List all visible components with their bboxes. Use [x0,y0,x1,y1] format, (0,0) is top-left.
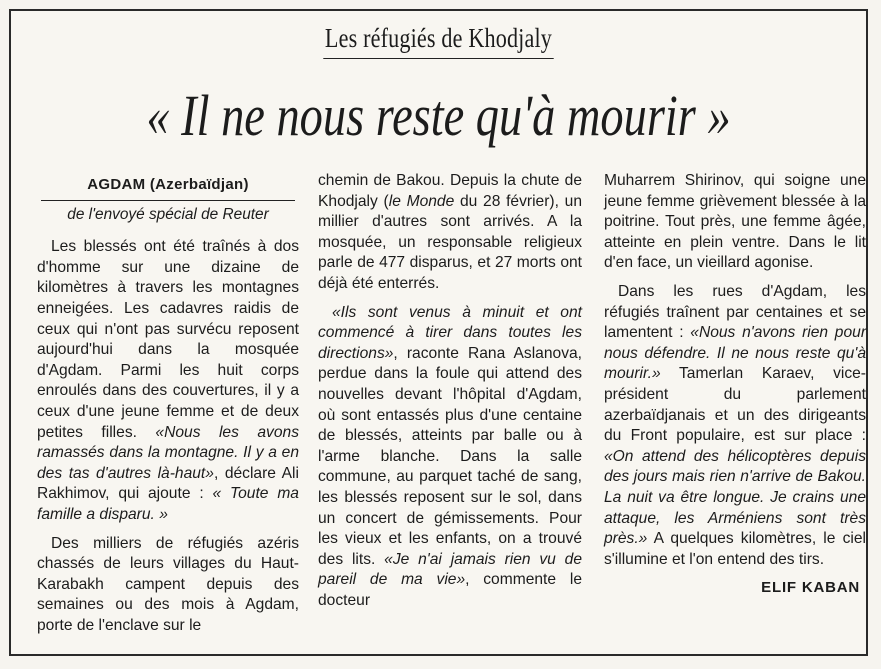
paragraph [318,171,582,295]
dateline: AGDAM (Azerbaïdjan) [41,175,295,201]
rubric [11,23,866,59]
text: Dans les rues d'Agdam, les réfugiés traînent par centaines et se lamentent : [604,282,866,342]
paragraph [604,282,866,570]
paragraph [37,534,299,637]
headline: « Il ne nous reste qu'à mourir » [146,83,731,148]
paragraph [37,237,299,525]
text: du 28 février), un millier d'autres sont arrivés. A la mosquée, un responsable religieux parle de 477 disparus, et 27 morts ont déjà été enterrés. [318,192,583,292]
text: , raconte Rana Aslanova, perdue dans la foule qui attend des nouvelles devant l'hôpital d'Agdam, où sont entassés plus d'une centaine de blessés, atteints par balle ou à l'arme blanche. Dans la salle commune, au parquet taché de sang, les blessés reposent sur le sol, dans un concert de gémissements. Pour les vieux et les enfants, on a trouvé des lits. [318,344,582,568]
author-signature: ELIF KABAN [761,579,860,597]
quote: «Nous les avons ramassés dans la montagne. Il y a en des tas d'autres là-haut» [37,423,299,482]
quote: « Toute ma famille a disparu. » [37,485,299,523]
quote: «Je n'ai jamais rien vu de pareil de ma vie» [318,550,583,589]
text: , commente le docteur [318,571,582,609]
column-2 [318,171,582,619]
text: chemin de Bakou. Depuis la chute de Khodjaly ( [318,172,582,210]
text: , déclare Ali Rakhimov, qui ajoute : [37,464,299,503]
text: Les blessés ont été traînés à dos d'homme sur une dizaine de kilomètres à travers les montagnes enneigées. Les cadavres raidis de ceux qui n'ont pas survécu reposent aujourd'hui dans la mosquée d'Agdam. Parmi les huit corps enroulés dans des couvertures, il y a ceux d'une jeune femme et de deux petites filles. [37,238,299,441]
column-3 [604,171,866,599]
correspondent: de l'envoyé spécial de Reuter [67,205,269,223]
paragraph [318,303,582,612]
text: A quelques kilomètres, le ciel s'illumine et l'on entend des tirs. [604,530,866,568]
paragraph [604,171,866,274]
article-frame [9,9,868,656]
quote: «On attend des hélicoptères depuis des jours mais rien n'arrive de Bakou. La nuit va être longue. Je crains une attaque, les Arméniens sont très près.» [604,447,866,548]
text: Muharrem Shirinov, qui soigne une jeune femme grièvement blessée à la poitrine. Tout près, une femme âgée, atteinte en plein ventre. Dans le lit d'en face, un vieillard agonise. [604,172,866,272]
text: Des milliers de réfugiés azéris chassés de leurs villages du Haut-Karabakh campent depuis des semaines ou des mois à Agdam, porte de l'enclave sur le [37,534,299,634]
quote: «Ils sont venus à minuit et ont commencé à tirer dans toutes les directions» [318,303,582,362]
source-title: le Monde [388,192,455,210]
quote: «Nous n'avons rien pour nous défendre. Il ne nous reste qu'à mourir.» [604,324,867,383]
column-1 [37,175,299,644]
text: Tamerlan Karaev, vice-président du parlement azerbaïdjanais et un des dirigeants du Front populaire, est sur place : [604,365,866,445]
rubric-text: Les réfugiés de Khodjaly [323,23,553,59]
